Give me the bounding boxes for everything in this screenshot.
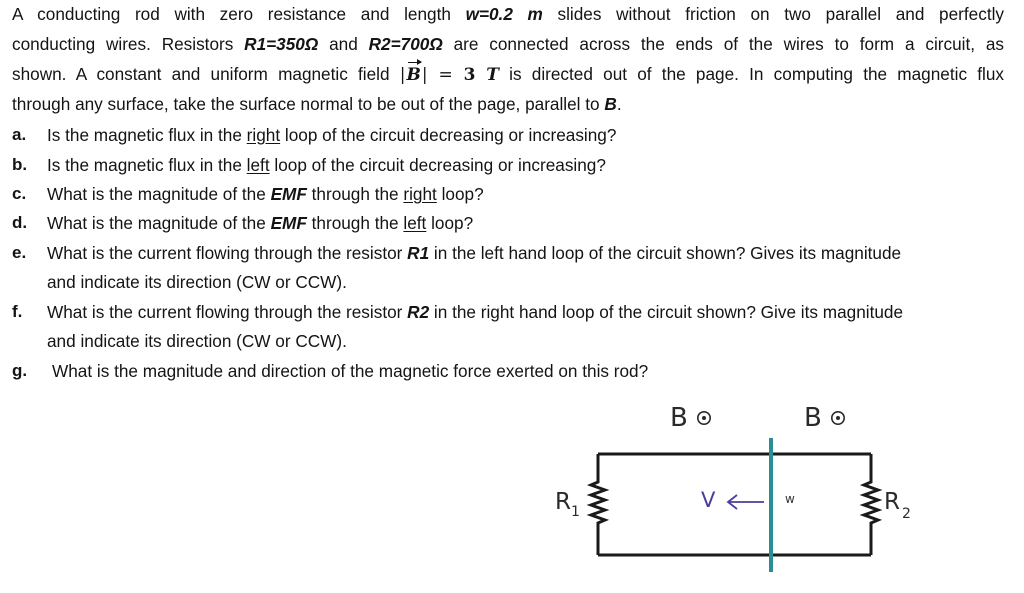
emf-term: EMF: [270, 184, 307, 204]
question-text-part: through the: [306, 213, 404, 233]
question-text-part: in the left hand loop of the circuit shown? Gives its magnitude: [429, 243, 902, 263]
question-label: a.: [12, 125, 27, 144]
field-out-of-page-icons: [698, 412, 844, 424]
dot-in-circle-icon: [698, 412, 710, 424]
question-text-continuation: and indicate its direction (CW or CCW).: [47, 272, 347, 292]
question-text-part: in the right hand loop of the circuit shown? Give its magnitude: [429, 302, 904, 322]
abs-bar-right: |: [421, 65, 428, 85]
field-unit: T: [486, 65, 499, 85]
abs-bar-left: |: [399, 65, 406, 85]
r1-value: R1=350Ω: [244, 34, 319, 54]
vector-b-symbol: B: [406, 65, 421, 85]
velocity-arrow-icon: [728, 495, 764, 509]
intro-text: is directed out of the page. In computing the magnetic flux: [498, 64, 1005, 84]
intro-text: A conducting rod with zero resistance and length: [12, 4, 466, 24]
dot-center: [836, 416, 840, 420]
question-label: f.: [12, 302, 23, 321]
question-text: [47, 212, 473, 234]
question-text: [47, 301, 903, 323]
r1-label: [555, 489, 580, 520]
question-text: [47, 183, 484, 205]
r2-value: R2=700Ω: [368, 34, 443, 54]
underlined-word: left: [403, 213, 427, 233]
r2-label-subscript: 2: [901, 506, 911, 522]
question-text-part: What is the current flowing through the resistor: [47, 302, 408, 322]
resistor-r1-term: R1: [407, 243, 430, 263]
underlined-word: left: [246, 155, 270, 175]
rod-length-value: w=0.2 m: [465, 4, 543, 24]
resistor-r2-term: R2: [407, 302, 430, 322]
intro-line-1: [12, 3, 1004, 25]
r1-label-main: R: [555, 489, 571, 515]
question-text: [47, 154, 606, 176]
r1-label-subscript: 1: [570, 504, 580, 520]
velocity-label: V: [701, 488, 716, 512]
rod-length-label: w: [785, 492, 795, 506]
dot-in-circle-icon: [832, 412, 844, 424]
question-label: e.: [12, 243, 27, 262]
underlined-word: right: [403, 184, 437, 204]
question-text-part: through the: [306, 184, 404, 204]
intro-text: shown. A constant and uniform magnetic field: [12, 64, 400, 84]
field-label-right: B: [804, 403, 822, 433]
question-text-part: What is the magnitude of the: [47, 213, 271, 233]
question-text: [47, 124, 616, 146]
intro-text: and: [318, 34, 369, 54]
field-magnitude-expression: [400, 65, 499, 85]
field-label-left: B: [670, 403, 688, 433]
question-text-part: Is the magnetic flux in the: [47, 155, 247, 175]
question-text: [47, 242, 901, 264]
question-text-part: loop?: [426, 213, 474, 233]
r2-label: [884, 489, 911, 522]
resistor-r1-icon: [591, 454, 605, 555]
question-text-part: Is the magnetic flux in the: [47, 125, 247, 145]
question-label: c.: [12, 184, 27, 203]
question-text-part: What is the current flowing through the resistor: [47, 243, 408, 263]
emf-term: EMF: [270, 213, 307, 233]
circuit-wires: [591, 454, 878, 555]
intro-text: conducting wires. Resistors: [12, 34, 245, 54]
question-text-part: loop?: [436, 184, 484, 204]
intro-text: through any surface, take the surface normal to be out of the page, parallel to: [12, 94, 605, 114]
intro-line-2: [12, 33, 1004, 55]
r2-label-main: R: [884, 489, 900, 515]
intro-text: are connected across the ends of the wires to form a circuit, as: [442, 34, 1004, 54]
intro-line-3: [12, 63, 1004, 86]
question-label: b.: [12, 155, 28, 174]
question-text-part: What is the magnitude of the: [47, 184, 271, 204]
intro-line-4: [12, 93, 622, 115]
question-text-part: loop of the circuit decreasing or increasing?: [269, 155, 606, 175]
field-value: 3: [463, 65, 476, 85]
intro-text: .: [616, 94, 622, 114]
intro-text: slides without friction on two parallel and perfectly: [542, 4, 1005, 24]
question-text-continuation: and indicate its direction (CW or CCW).: [47, 331, 347, 351]
resistor-r2-icon: [864, 454, 878, 555]
question-label: g.: [12, 361, 28, 380]
equals-sign: =: [427, 65, 464, 85]
b-symbol: B: [604, 94, 617, 114]
question-text-part: loop of the circuit decreasing or increasing?: [280, 125, 617, 145]
dot-center: [702, 416, 706, 420]
question-label: d.: [12, 213, 28, 232]
underlined-word: right: [246, 125, 281, 145]
question-text: What is the magnitude and direction of the magnetic force exerted on this rod?: [52, 361, 649, 381]
